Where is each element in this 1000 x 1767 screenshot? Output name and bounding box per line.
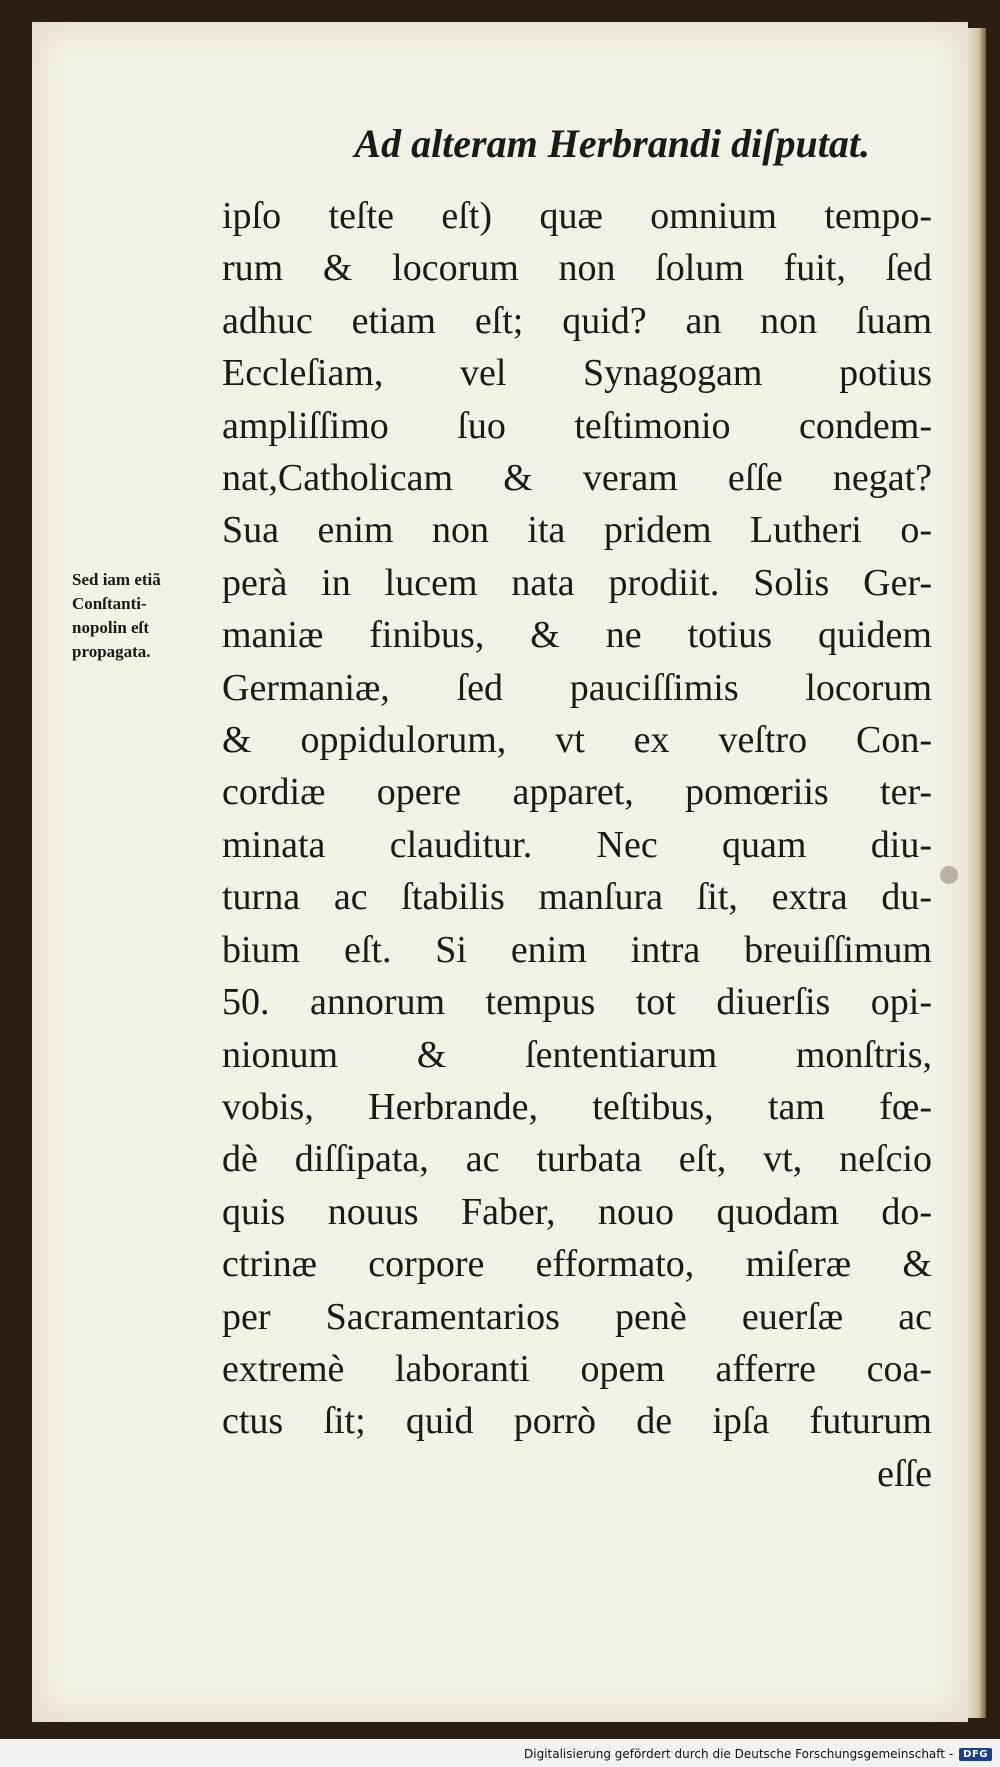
margin-note-line: Sed iam etiã xyxy=(72,570,161,589)
margin-note-line: nopolin eſt xyxy=(72,618,149,637)
page-edge xyxy=(968,28,986,1718)
margin-note-line: propagata. xyxy=(72,642,151,661)
text-line: ctus ſit; quid porrò de ipſa futurum xyxy=(222,1400,932,1443)
dfg-logo: DFG xyxy=(959,1748,992,1761)
margin-note-line: Conſtanti- xyxy=(72,594,147,613)
text-line: ipſo teſte eſt) quæ omnium tempo- xyxy=(222,195,932,237)
text-line: perà in lucem nata prodiit. Solis Ger- xyxy=(222,561,932,604)
text-line: rum & locorum non ſolum fuit, ſed xyxy=(222,247,932,290)
text-line: 50. annorum tempus tot diuerſis opi- xyxy=(222,981,932,1024)
text-line: nionum & ſententiarum monſtris, xyxy=(222,1033,932,1076)
page-marker-dot xyxy=(940,866,958,884)
text-line: Sua enim non ita pridem Lutheri o- xyxy=(222,509,932,552)
text-line: & oppidulorum, vt ex veſtro Con- xyxy=(222,719,932,762)
text-line: minata clauditur. Nec quam diu- xyxy=(222,823,932,866)
text-line: adhuc etiam eſt; quid? an non ſuam xyxy=(222,299,932,342)
text-line: Eccleſiam, vel Synagogam potius xyxy=(222,352,932,395)
footer-bar xyxy=(0,1739,1000,1767)
funding-credit xyxy=(524,1747,992,1761)
running-header: Ad alteram Herbrandi diſputat. xyxy=(354,121,870,166)
text-line: per Sacramentarios penè euerſæ ac xyxy=(222,1295,932,1338)
text-line: Germaniæ, ſed pauciſſimis locorum xyxy=(222,666,932,709)
text-line: extremè laboranti opem afferre coa- xyxy=(222,1347,932,1390)
margin-note xyxy=(72,568,222,664)
text-line: ampliſſimo ſuo teſtimonio condem- xyxy=(222,404,932,447)
text-line: cordiæ opere apparet, pomœriis ter- xyxy=(222,771,932,814)
text-line: dè diſſipata, ac turbata eſt, vt, neſcio xyxy=(222,1138,932,1181)
text-line: maniæ finibus, & ne totius quidem xyxy=(222,614,932,657)
text-line: vobis, Herbrande, teſtibus, tam fœ- xyxy=(222,1085,932,1128)
text-line: nat,Catholicam & veram eſſe negat? xyxy=(222,457,932,500)
body-text xyxy=(222,190,932,1500)
text-line: quis nouus Faber, nouo quodam do- xyxy=(222,1190,932,1233)
text-line: bium eſt. Si enim intra breuiſſimum xyxy=(222,928,932,971)
text-line: ctrinæ corpore efformato, miſeræ & xyxy=(222,1243,932,1286)
catchword: eſſe xyxy=(877,1452,932,1495)
text-line: turna ac ſtabilis manſura ſit, extra du- xyxy=(222,876,932,919)
footer-text: Digitalisierung gefördert durch die Deutsche Forschungsgemeinschaft - xyxy=(524,1747,954,1761)
